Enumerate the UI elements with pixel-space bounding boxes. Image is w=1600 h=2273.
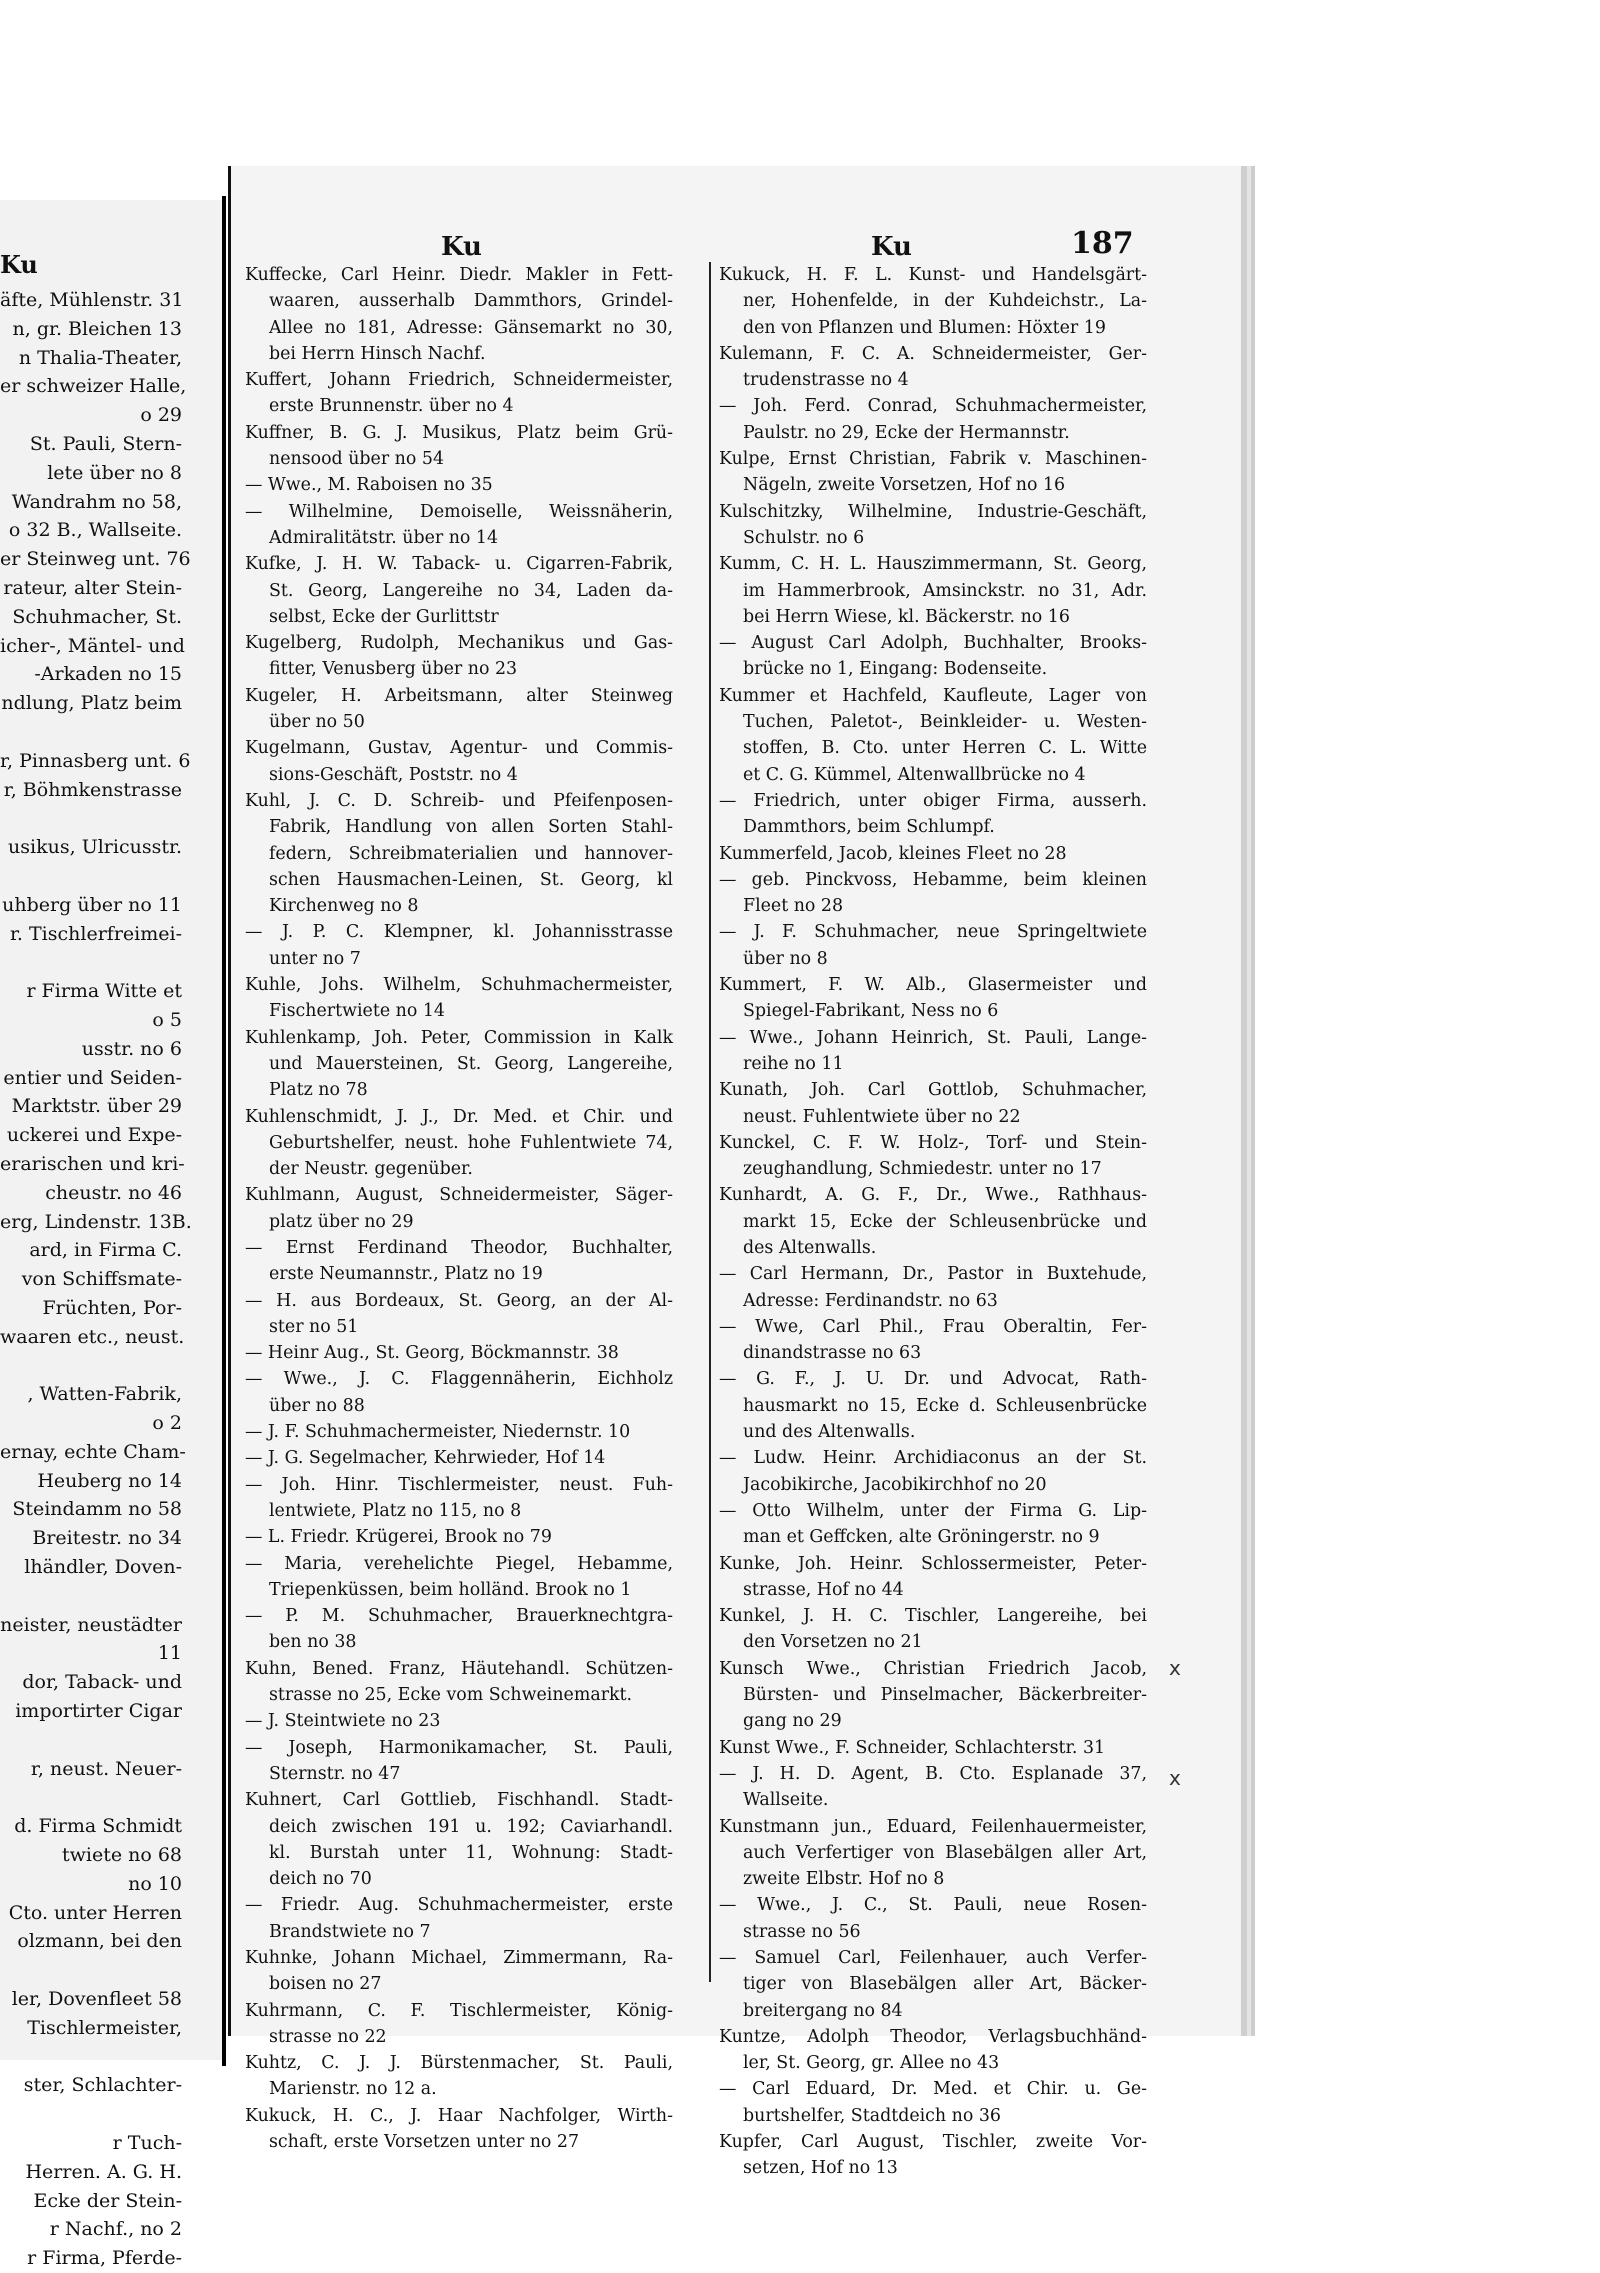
entry-line: schaft, erste Vorsetzen unter no 27 xyxy=(269,2132,580,2153)
entry-line: — Wwe., J. C. Flaggennäherin, Eichholz xyxy=(245,1369,673,1390)
left-page-line: o 29 xyxy=(140,404,182,427)
entry-line: — J. G. Segelmacher, Kehrwieder, Hof 14 xyxy=(245,1448,606,1469)
entry-line: — Samuel Carl, Feilenhauer, auch Verfer- xyxy=(719,1948,1147,1968)
entry-line: Kulemann, F. C. A. Schneidermeister, Ger- xyxy=(719,343,1147,364)
entry-line: strasse no 25, Ecke vom Schweinemarkt. xyxy=(269,1685,633,1706)
left-page-line: Steindamm no 58 xyxy=(12,1498,182,1521)
entry-line: Kuffert, Johann Friedrich, Schneidermeister, xyxy=(245,370,673,391)
entry-line: Geburtshelfer, neust. hohe Fuhlentwiete 74, xyxy=(269,1132,673,1153)
directory-entry xyxy=(719,1735,1147,1761)
left-page-line: olzmann, bei den xyxy=(17,1930,182,1953)
entry-line: — Wwe., M. Raboisen no 35 xyxy=(245,475,493,496)
left-page-line: r, neust. Neuer- xyxy=(30,1757,182,1780)
entry-line: Kummert, F. W. Alb., Glasermeister und xyxy=(719,975,1147,996)
entry-line: — J. F. Schuhmachermeister, Niedernstr. 10 xyxy=(245,1422,631,1443)
directory-entry xyxy=(245,367,673,420)
entry-line: Kuffner, B. G. J. Musikus, Platz beim Grü- xyxy=(245,422,673,443)
directory-entry xyxy=(245,1025,673,1104)
entry-line: Adresse: Ferdinandstr. no 63 xyxy=(743,1290,998,1311)
entry-line: hausmarkt no 15, Ecke d. Schleusenbrücke xyxy=(743,1395,1147,1416)
left-page-line: importirter Cigar xyxy=(15,1700,182,1723)
left-page-line: erarischen und kri- xyxy=(0,1152,185,1175)
entry-line: — Wwe., Johann Heinrich, St. Pauli, Lange- xyxy=(719,1027,1147,1048)
directory-entry xyxy=(719,1498,1147,1551)
directory-entry xyxy=(245,1656,673,1709)
directory-entry xyxy=(719,1445,1147,1498)
entry-line: — J. F. Schuhmacher, neue Springeltwiete xyxy=(719,922,1147,943)
entry-line: Kunckel, C. F. W. Holz-, Torf- und Stein- xyxy=(719,1132,1147,1153)
entry-line: Kuhtz, C. J. J. Bürstenmacher, St. Pauli, xyxy=(245,2053,673,2074)
entry-line: — Otto Wilhelm, unter der Firma G. Lip- xyxy=(719,1500,1147,1521)
left-page-line: Marktstr. über 29 xyxy=(11,1095,182,1118)
entry-line: — Joseph, Harmonikamacher, St. Pauli, xyxy=(245,1737,673,1758)
entry-line: — Wwe, Carl Phil., Frau Oberaltin, Fer- xyxy=(719,1316,1147,1337)
directory-entry xyxy=(719,1025,1147,1078)
entry-line: Kuntze, Adolph Theodor, Verlagsbuchhänd- xyxy=(719,2026,1147,2047)
left-page-line: ernay, echte Cham- xyxy=(0,1440,186,1463)
entry-line: fitter, Venusberg über no 23 xyxy=(269,659,518,680)
entry-line: Wallseite. xyxy=(743,1790,829,1811)
left-page-line: o 2 xyxy=(152,1412,182,1435)
directory-entry xyxy=(245,1945,673,1998)
entry-line: stoffen, B. Cto. unter Herren C. L. Witte xyxy=(743,738,1147,759)
entry-line: neust. Fuhlentwiete über no 22 xyxy=(743,1106,1021,1127)
directory-entry xyxy=(719,1603,1147,1656)
entry-line: — Friedr. Aug. Schuhmachermeister, erste xyxy=(245,1895,673,1916)
directory-entry xyxy=(245,472,673,498)
entry-line: Kuhle, Johs. Wilhelm, Schuhmachermeister, xyxy=(245,975,673,996)
directory-entry xyxy=(719,393,1147,446)
entry-line: bei Herrn Hinsch Nachf. xyxy=(269,343,486,364)
entry-line: deich no 70 xyxy=(269,1869,372,1890)
directory-entry xyxy=(719,1182,1147,1261)
directory-entry xyxy=(245,1735,673,1788)
left-page-line: von Schiffsmate- xyxy=(21,1268,182,1291)
entry-line: ner, Hohenfelde, in der Kuhdeichstr., La- xyxy=(743,291,1147,312)
entry-line: Schulstr. no 6 xyxy=(743,527,865,548)
entry-line: — Wilhelmine, Demoiselle, Weissnäherin, xyxy=(245,501,673,522)
entry-line: zweite Elbstr. Hof no 8 xyxy=(743,1869,945,1890)
entry-line: Kumm, C. H. L. Hauszimmermann, St. Georg, xyxy=(719,554,1147,575)
left-page-line: rateur, alter Stein- xyxy=(3,576,182,599)
entry-line: Admiralitätstr. über no 14 xyxy=(269,527,499,548)
directory-entry xyxy=(719,1656,1147,1735)
entry-line: den Vorsetzen no 21 xyxy=(743,1632,923,1653)
left-page-line: er Steinweg unt. 76 xyxy=(0,548,191,571)
directory-entry xyxy=(245,1104,673,1183)
directory-entry xyxy=(719,788,1147,841)
directory-entry xyxy=(719,1261,1147,1314)
left-page-line: waaren etc., neust. xyxy=(0,1325,185,1348)
directory-entry xyxy=(719,1814,1147,1893)
directory-entry xyxy=(719,1551,1147,1604)
entry-line: brücke no 1, Eingang: Bodenseite. xyxy=(743,659,1048,680)
left-page-line: , Watten-Fabrik, xyxy=(27,1383,182,1406)
directory-entry xyxy=(719,446,1147,499)
directory-entry xyxy=(245,1288,673,1341)
entry-line: erste Brunnenstr. über no 4 xyxy=(269,396,514,417)
directory-entry xyxy=(245,1366,673,1419)
entry-line: Kuffecke, Carl Heinr. Diedr. Makler in Fett- xyxy=(245,265,673,285)
entry-line: Kukuck, H. C., J. Haar Nachfolger, Wirth- xyxy=(245,2105,673,2126)
entry-line: sions-Geschäft, Poststr. no 4 xyxy=(269,764,518,785)
entry-line: Triepenküssen, beim holländ. Brook no 1 xyxy=(269,1579,632,1600)
entry-line: — geb. Pinckvoss, Hebamme, beim kleinen xyxy=(719,869,1147,890)
entry-line: — Carl Eduard, Dr. Med. et Chir. u. Ge- xyxy=(719,2079,1147,2100)
left-page-line: d. Firma Schmidt xyxy=(14,1815,182,1838)
directory-entry xyxy=(719,630,1147,683)
left-page-line: St. Pauli, Stern- xyxy=(29,432,182,455)
entry-line: et C. G. Kümmel, Altenwallbrücke no 4 xyxy=(743,764,1086,785)
left-page-text xyxy=(0,286,222,2273)
directory-entry xyxy=(719,1077,1147,1130)
entry-line: Sternstr. no 47 xyxy=(269,1763,401,1784)
entry-line: tiger von Blasebälgen aller Art, Bäcker- xyxy=(743,1974,1147,1995)
left-page-line xyxy=(0,1783,222,1812)
entry-line: man et Geffcken, alte Gröningerstr. no 9 xyxy=(743,1527,1100,1548)
directory-entry xyxy=(245,919,673,972)
entry-line: strasse, Hof no 44 xyxy=(743,1579,904,1600)
page-number: 187 xyxy=(1071,226,1134,261)
directory-entry xyxy=(719,2129,1147,2182)
entry-line: Kufke, J. H. W. Taback- u. Cigarren-Fabrik, xyxy=(245,554,673,575)
left-page-line: erg, Lindenstr. 13B. xyxy=(0,1210,192,1233)
entry-line: Kunkel, J. H. C. Tischler, Langereihe, bei xyxy=(719,1606,1147,1627)
entry-line: ben no 38 xyxy=(269,1632,357,1653)
directory-entry xyxy=(719,551,1147,630)
left-page-line: uckerei und Expe- xyxy=(6,1124,182,1147)
entry-line: Tuchen, Paletot-, Beinkleider- u. Westen- xyxy=(743,712,1147,733)
left-page-line: o 5 xyxy=(152,1008,182,1031)
entry-line: Kugelmann, Gustav, Agentur- und Commis- xyxy=(245,738,673,759)
entry-line: — Carl Hermann, Dr., Pastor in Buxtehude, xyxy=(719,1264,1147,1285)
entry-line: — Joh. Hinr. Tischlermeister, neust. Fuh- xyxy=(245,1474,673,1495)
entry-line: Paulstr. no 29, Ecke der Hermannstr. xyxy=(743,422,1070,443)
entry-line: — L. Friedr. Krügerei, Brook no 79 xyxy=(245,1527,552,1548)
entry-line: platz über no 29 xyxy=(269,1211,414,1232)
right-page xyxy=(228,166,1241,2179)
entry-line: Kulschitzky, Wilhelmine, Industrie-Geschäft, xyxy=(719,501,1147,522)
directory-entry xyxy=(245,262,673,367)
left-page-line: usstr. no 6 xyxy=(81,1037,182,1060)
entry-line: Kunath, Joh. Carl Gottlob, Schuhmacher, xyxy=(719,1080,1147,1101)
entry-line: Kugeler, H. Arbeitsmann, alter Steinweg xyxy=(245,685,673,706)
entry-line: den von Pflanzen und Blumen: Höxter 19 xyxy=(743,317,1106,338)
entry-line: nensood über no 54 xyxy=(269,449,445,470)
entry-line: Kuhlenkamp, Joh. Peter, Commission in Kalk xyxy=(245,1027,673,1048)
directory-entry xyxy=(245,1235,673,1288)
entry-line: unter no 7 xyxy=(269,948,361,969)
entry-line: erste Neumannstr., Platz no 19 xyxy=(269,1264,543,1285)
entry-line: Kunhardt, A. G. F., Dr., Wwe., Rathhaus- xyxy=(719,1185,1147,1206)
left-page-line xyxy=(0,2043,222,2072)
left-page-line: r Tuch- xyxy=(112,2132,182,2154)
directory-entry xyxy=(719,1314,1147,1367)
directory-entry xyxy=(719,262,1147,341)
directory-entry xyxy=(719,1945,1147,2024)
directory-entry xyxy=(719,341,1147,394)
directory-column-left xyxy=(245,262,673,2155)
entry-line: Kummer et Hachfeld, Kaufleute, Lager von xyxy=(719,685,1147,706)
entry-line: — G. F., J. U. Dr. und Advocat, Rath- xyxy=(719,1369,1147,1390)
entry-line: reihe no 11 xyxy=(743,1053,844,1074)
entry-line: Jacobikirche, Jacobikirchhof no 20 xyxy=(743,1474,1047,1495)
directory-entry xyxy=(719,1130,1147,1183)
left-page-line: entier und Seiden- xyxy=(3,1066,182,1089)
entry-line: setzen, Hof no 13 xyxy=(743,2158,898,2179)
directory-entry xyxy=(719,919,1147,972)
entry-line: Kunstmann jun., Eduard, Feilenhauermeister, xyxy=(719,1816,1147,1837)
entry-line: im Hammerbrook, Amsinckstr. no 31, Adr. xyxy=(743,580,1147,601)
left-page-line: r Firma, Pferde- xyxy=(27,2247,182,2270)
directory-entry xyxy=(245,551,673,630)
entry-line: Kuhnert, Carl Gottlieb, Fischhandl. Stadt- xyxy=(245,1790,673,1811)
entry-line: Kupfer, Carl August, Tischler, zweite Vor- xyxy=(719,2132,1147,2153)
entry-line: Nägeln, zweite Vorsetzen, Hof no 16 xyxy=(743,475,1066,496)
left-page xyxy=(0,200,224,2270)
entry-line: waaren, ausserhalb Dammthors, Grindel- xyxy=(269,291,673,312)
left-page-line: lhändler, Doven- xyxy=(24,1556,182,1579)
entry-line: Kirchenweg no 8 xyxy=(269,896,419,917)
directory-entry xyxy=(719,2024,1147,2077)
entry-line: dinandstrasse no 63 xyxy=(743,1343,922,1364)
directory-entry xyxy=(719,972,1147,1025)
entry-line: boisen no 27 xyxy=(269,1974,382,1995)
left-page-line: Ecke der Stein- xyxy=(33,2189,182,2212)
directory-entry xyxy=(245,1708,673,1734)
left-page-line: ndlung, Platz beim xyxy=(1,692,182,715)
left-page-line: n, gr. Bleichen 13 xyxy=(12,317,182,340)
entry-line: St. Georg, Langereihe no 34, Laden da- xyxy=(269,580,673,601)
entry-line: Kuhlenschmidt, J. J., Dr. Med. et Chir. und xyxy=(245,1106,673,1127)
left-page-line: ard, in Firma C. xyxy=(29,1239,182,1262)
entry-line: markt 15, Ecke der Schleusenbrücke und xyxy=(743,1211,1147,1232)
page-header xyxy=(231,226,1241,266)
directory-entry xyxy=(245,1419,673,1445)
entry-line: — Joh. Ferd. Conrad, Schuhmachermeister, xyxy=(719,396,1147,417)
left-page-line xyxy=(0,862,222,891)
entry-line: strasse no 56 xyxy=(743,1921,861,1942)
left-page-line: 11 xyxy=(157,1642,182,1665)
directory-entry xyxy=(245,630,673,683)
entry-line: der Neustr. gegenüber. xyxy=(269,1159,473,1180)
left-page-line: Breitestr. no 34 xyxy=(32,1527,182,1550)
directory-entry xyxy=(245,2103,673,2156)
left-page-line: Schuhmacher, St. xyxy=(12,605,182,628)
entry-line: Kunst Wwe., F. Schneider, Schlachterstr. 31 xyxy=(719,1737,1106,1758)
entry-line: und des Altenwalls. xyxy=(743,1422,916,1443)
left-page-line xyxy=(0,948,222,977)
left-page-line: usikus, Ulricusstr. xyxy=(8,836,182,859)
left-page-line: icher-, Mäntel- und xyxy=(0,634,185,657)
entry-line: zeughandlung, Schmiedestr. unter no 17 xyxy=(743,1159,1102,1180)
left-page-line: r Nachf., no 2 xyxy=(49,2218,182,2241)
entry-line: Kunsch Wwe., Christian Friedrich Jacob, xyxy=(719,1658,1147,1679)
left-page-line: lete über no 8 xyxy=(47,461,182,484)
entry-line: — P. M. Schuhmacher, Brauerknechtgra- xyxy=(245,1606,673,1627)
directory-column-right xyxy=(719,262,1147,2182)
directory-entry xyxy=(245,788,673,919)
left-page-line: ler, Dovenfleet 58 xyxy=(11,1988,182,2011)
entry-line: Fabrik, Handlung von allen Sorten Stahl- xyxy=(269,817,673,838)
directory-entry xyxy=(719,841,1147,867)
directory-entry xyxy=(719,1366,1147,1445)
directory-entry xyxy=(719,1892,1147,1945)
entry-line: schen Hausmachen-Leinen, St. Georg, kl xyxy=(269,869,673,890)
entry-line: Kummerfeld, Jacob, kleines Fleet no 28 xyxy=(719,843,1067,864)
entry-line: ster no 51 xyxy=(269,1316,359,1337)
left-page-line: n Thalia-Theater, xyxy=(18,346,182,369)
entry-line: federn, Schreibmaterialien und hannover- xyxy=(269,843,673,864)
left-page-line: neister, neustädter xyxy=(0,1613,182,1636)
left-page-line xyxy=(0,1956,222,1985)
left-page-line: Heuberg no 14 xyxy=(37,1469,182,1492)
running-head-left: Ku xyxy=(441,232,482,262)
directory-entry xyxy=(245,972,673,1025)
left-page-line: no 10 xyxy=(128,1872,182,1895)
directory-entry xyxy=(245,1340,673,1366)
entry-line: Kuhl, J. C. D. Schreib- und Pfeifenposen- xyxy=(245,790,673,811)
left-page-line xyxy=(0,718,222,747)
left-page-line: ster, Schlachter- xyxy=(23,2074,182,2097)
entry-line: burtshelfer, Stadtdeich no 36 xyxy=(743,2105,1001,2126)
entry-line: Kukuck, H. F. L. Kunst- und Handelsgärt- xyxy=(719,265,1147,285)
left-page-line: Wandrahm no 58, xyxy=(11,490,182,513)
entry-line: — Wwe., J. C., St. Pauli, neue Rosen- xyxy=(719,1895,1147,1916)
left-page-line: r. Tischlerfreimei- xyxy=(9,922,182,945)
column-divider xyxy=(709,262,711,1982)
entry-line: auch Verfertiger von Blasebälgen aller Art, xyxy=(743,1842,1147,1863)
left-page-line: twiete no 68 xyxy=(61,1844,182,1867)
entry-line: Kuhn, Bened. Franz, Häutehandl. Schützen- xyxy=(245,1658,673,1679)
entry-line: — Heinr Aug., St. Georg, Böckmannstr. 38 xyxy=(245,1343,619,1364)
margin-mark: x xyxy=(1169,1656,1181,1680)
entry-line: Kuhnke, Johann Michael, Zimmermann, Ra- xyxy=(245,1948,673,1968)
left-page-line: r, Böhmkenstrasse xyxy=(3,778,182,801)
entry-line: Kuhrmann, C. F. Tischlermeister, König- xyxy=(245,2000,673,2021)
entry-line: Allee no 181, Adresse: Gänsemarkt no 30, xyxy=(269,317,673,338)
entry-line: Kunke, Joh. Heinr. Schlossermeister, Peter- xyxy=(719,1553,1147,1574)
entry-line: und Mauersteinen, St. Georg, Langereihe, xyxy=(269,1053,673,1074)
margin-mark: x xyxy=(1169,1766,1181,1790)
left-page-line xyxy=(0,1726,222,1755)
entry-line: — Ludw. Heinr. Archidiaconus an der St. xyxy=(719,1448,1147,1469)
entry-line: Bürsten- und Pinselmacher, Bäckerbreiter- xyxy=(743,1685,1147,1706)
directory-entry xyxy=(245,1892,673,1945)
directory-entry xyxy=(245,735,673,788)
directory-entry xyxy=(719,683,1147,788)
entry-line: strasse no 22 xyxy=(269,2026,387,2047)
directory-entry xyxy=(245,683,673,736)
left-page-line: r Firma Witte et xyxy=(26,980,182,1003)
entry-line: — August Carl Adolph, Buchhalter, Brooks- xyxy=(719,633,1147,654)
left-page-line: dor, Taback- und xyxy=(22,1671,182,1694)
entry-line: Fleet no 28 xyxy=(743,896,844,917)
directory-entry xyxy=(719,1761,1147,1814)
entry-line: des Altenwalls. xyxy=(743,1237,877,1258)
left-page-line: uhberg über no 11 xyxy=(2,893,182,916)
entry-line: über no 8 xyxy=(743,948,828,969)
entry-line: Dammthors, beim Schlumpf. xyxy=(743,817,995,838)
entry-line: Spiegel-Fabrikant, Ness no 6 xyxy=(743,1001,999,1022)
left-page-line: Tischlermeister, xyxy=(27,2016,182,2039)
directory-entry xyxy=(245,1603,673,1656)
directory-entry xyxy=(245,1551,673,1604)
entry-line: — Ernst Ferdinand Theodor, Buchhalter, xyxy=(245,1237,673,1258)
left-page-line: -Arkaden no 15 xyxy=(34,663,182,686)
entry-line: kl. Burstah unter 11, Wohnung: Stadt- xyxy=(269,1842,673,1863)
left-page-line: Herren. A. G. H. xyxy=(25,2160,182,2183)
directory-entry xyxy=(719,2076,1147,2129)
left-page-line: Früchten, Por- xyxy=(42,1296,182,1319)
entry-line: Kulpe, Ernst Christian, Fabrik v. Maschinen- xyxy=(719,449,1147,470)
entry-line: deich zwischen 191 u. 192; Caviarhandl. xyxy=(269,1816,673,1837)
entry-line: trudenstrasse no 4 xyxy=(743,370,909,391)
directory-entry xyxy=(719,499,1147,552)
entry-line: über no 88 xyxy=(269,1395,365,1416)
entry-line: lentwiete, Platz no 115, no 8 xyxy=(269,1500,522,1521)
entry-line: selbst, Ecke der Gurlittstr xyxy=(269,606,499,627)
directory-entry xyxy=(245,1182,673,1235)
entry-line: — H. aus Bordeaux, St. Georg, an der Al- xyxy=(245,1290,673,1311)
entry-line: — J. H. D. Agent, B. Cto. Esplanade 37, xyxy=(719,1763,1147,1784)
directory-entry xyxy=(245,1787,673,1892)
directory-entry xyxy=(245,2050,673,2103)
directory-entry xyxy=(245,1445,673,1471)
left-page-line: cheustr. no 46 xyxy=(45,1181,182,1204)
entry-line: Marienstr. no 12 a. xyxy=(269,2079,437,2100)
entry-line: — Friedrich, unter obiger Firma, ausserh. xyxy=(719,790,1147,811)
left-page-line xyxy=(0,1351,222,1380)
entry-line: breitergang no 84 xyxy=(743,2000,903,2021)
directory-entry xyxy=(245,1472,673,1525)
directory-entry xyxy=(719,867,1147,920)
left-page-line xyxy=(0,1582,222,1611)
entry-line: Fischertwiete no 14 xyxy=(269,1001,445,1022)
entry-line: ler, St. Georg, gr. Allee no 43 xyxy=(743,2053,1000,2074)
entry-line: Brandstwiete no 7 xyxy=(269,1921,431,1942)
entry-line: gang no 29 xyxy=(743,1711,842,1732)
left-page-heading: Ku xyxy=(0,250,38,279)
entry-line: — J. P. C. Klempner, kl. Johannisstrasse xyxy=(245,922,673,943)
book-binding xyxy=(222,196,226,2066)
directory-entry xyxy=(245,499,673,552)
entry-line: — J. Steintwiete no 23 xyxy=(245,1711,441,1732)
left-page-line: er schweizer Halle, xyxy=(0,375,187,398)
left-page-line: äfte, Mühlenstr. 31 xyxy=(0,289,184,311)
left-page-line: r, Pinnasberg unt. 6 xyxy=(0,749,191,772)
left-page-line: Cto. unter Herren xyxy=(8,1901,182,1924)
left-page-line xyxy=(0,2100,222,2129)
directory-entry xyxy=(245,420,673,473)
left-page-line: o 32 B., Wallseite. xyxy=(8,519,182,542)
running-head-right: Ku xyxy=(871,232,912,262)
directory-entry xyxy=(245,1524,673,1550)
left-page-line xyxy=(0,804,222,833)
entry-line: Kugelberg, Rudolph, Mechanikus und Gas- xyxy=(245,633,673,654)
entry-line: über no 50 xyxy=(269,712,365,733)
entry-line: Platz no 78 xyxy=(269,1080,368,1101)
directory-entry xyxy=(245,1998,673,2051)
entry-line: — Maria, verehelichte Piegel, Hebamme, xyxy=(245,1553,673,1574)
entry-line: Kuhlmann, August, Schneidermeister, Säger- xyxy=(245,1185,673,1206)
entry-line: bei Herrn Wiese, kl. Bäckerstr. no 16 xyxy=(743,606,1070,627)
